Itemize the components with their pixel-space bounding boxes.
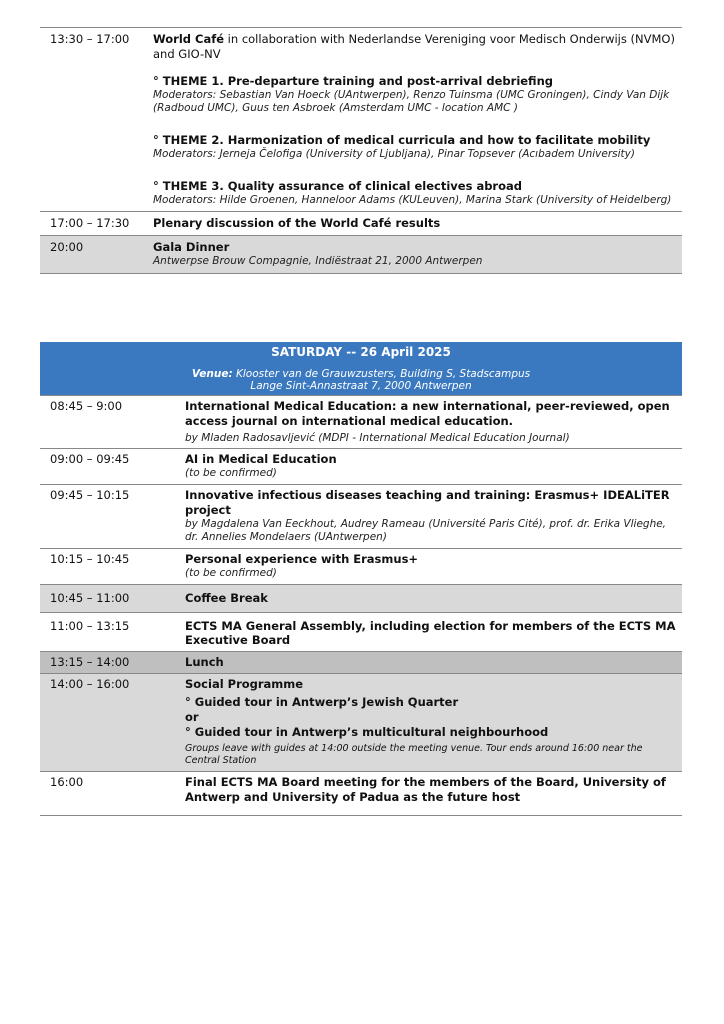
- row-time: 11:00 – 13:15: [40, 612, 185, 652]
- row-subtitle: (to be confirmed): [185, 467, 277, 480]
- world-cafe-heading: [153, 32, 678, 62]
- schedule-row: [40, 484, 682, 548]
- row-content: [185, 674, 682, 771]
- schedule-row: [40, 549, 682, 585]
- schedule-row: [40, 449, 682, 485]
- schedule-row: [40, 212, 682, 236]
- row-time: 08:45 – 9:00: [40, 395, 185, 449]
- row-title: Lunch: [185, 652, 682, 674]
- theme-title: ° THEME 1. Pre-departure training and post-arrival debriefing: [153, 73, 554, 88]
- day-title: SATURDAY -- 26 April 2025: [271, 345, 451, 359]
- theme-block: [153, 179, 678, 208]
- theme-moderators: Moderators: Sebastian Van Hoeck (UAntwerpen), Renzo Tuinsma (UMC Groningen), Cindy Van Dijk (Radboud UMC), Guus ten Asbroek (Amsterdam UMC - location AMC ): [153, 88, 670, 115]
- theme-block: [153, 74, 678, 116]
- row-title: Social Programme: [185, 677, 304, 692]
- schedule-row: [40, 652, 682, 674]
- row-title: World Café: [153, 32, 225, 46]
- row-content: [185, 449, 682, 485]
- row-subtitle: by Magdalena Van Eeckhout, Audrey Rameau (Université Paris Cité), prof. dr. Erika Vlieghe, dr. Annelies Mondelaers (UAntwerpen): [185, 517, 667, 544]
- row-content: [153, 28, 682, 212]
- row-time: 13:15 – 14:00: [40, 652, 185, 674]
- row-time: 16:00: [40, 771, 185, 815]
- theme-title: ° THEME 2. Harmonization of medical curricula and how to facilitate mobility: [153, 133, 651, 148]
- or-label: or: [185, 710, 199, 725]
- row-title: International Medical Education: a new international, peer-reviewed, open access journal on international medical education.: [185, 398, 670, 428]
- row-content: [153, 236, 682, 274]
- row-time: 10:15 – 10:45: [40, 549, 185, 585]
- day-header-cell: [40, 342, 682, 395]
- row-time: 20:00: [40, 236, 153, 274]
- venue-info: [40, 368, 682, 393]
- row-time: 09:00 – 09:45: [40, 449, 185, 485]
- row-title-rest: in collaboration with Nederlandse Vereniging voor Medisch Onderwijs (NVMO) and GIO-NV: [153, 32, 675, 61]
- schedule-row: [40, 612, 682, 652]
- friday-schedule-table: [40, 27, 682, 274]
- row-subtitle: by Mladen Radosavljević (MDPI - International Medical Education Journal): [185, 431, 570, 444]
- schedule-row: [40, 395, 682, 449]
- venue-line1: Klooster van de Grauwzusters, Building S, Stadscampus: [232, 367, 531, 380]
- day-header: [40, 342, 682, 395]
- saturday-schedule-table: [40, 342, 682, 816]
- venue-label: Venue:: [191, 367, 233, 380]
- row-title: Final ECTS MA Board meeting for the members of the Board, University of Antwerp and University of Padua as the future host: [185, 771, 682, 815]
- row-time: 14:00 – 16:00: [40, 674, 185, 771]
- row-title: Plenary discussion of the World Café results: [153, 212, 682, 236]
- row-subtitle: (to be confirmed): [185, 566, 277, 579]
- row-content: [185, 549, 682, 585]
- schedule-row: [40, 236, 682, 274]
- row-title: Coffee Break: [185, 584, 682, 612]
- tour-note: Groups leave with guides at 14:00 outside the meeting venue. Tour ends around 16:00 near the Central Station: [185, 743, 643, 767]
- row-content: [185, 395, 682, 449]
- schedule-row: [40, 771, 682, 815]
- row-time: 10:45 – 11:00: [40, 584, 185, 612]
- schedule-row: [40, 584, 682, 612]
- tour-option: ° Guided tour in Antwerp’s Jewish Quarter: [185, 695, 459, 710]
- row-title: Gala Dinner: [153, 240, 230, 255]
- venue-line2: Lange Sint-Annastraat 7, 2000 Antwerpen: [250, 380, 472, 393]
- row-title: AI in Medical Education: [185, 452, 337, 467]
- schedule-row: [40, 28, 682, 212]
- row-subtitle: Antwerpse Brouw Compagnie, Indiëstraat 21, 2000 Antwerpen: [153, 255, 483, 268]
- row-title: Personal experience with Erasmus+: [185, 552, 419, 567]
- theme-block: [153, 133, 678, 162]
- row-time: 09:45 – 10:15: [40, 484, 185, 548]
- schedule-row: [40, 674, 682, 771]
- theme-title: ° THEME 3. Quality assurance of clinical electives abroad: [153, 178, 522, 193]
- row-title: ECTS MA General Assembly, including election for members of the ECTS MA Executive Board: [185, 612, 682, 652]
- theme-moderators: Moderators: Hilde Groenen, Hanneloor Adams (KULeuven), Marina Stark (University of Heidelberg): [153, 193, 672, 206]
- row-time: 17:00 – 17:30: [40, 212, 153, 236]
- tour-option: ° Guided tour in Antwerp’s multicultural neighbourhood: [185, 725, 549, 740]
- row-content: [185, 484, 682, 548]
- row-time: 13:30 – 17:00: [40, 28, 153, 212]
- theme-moderators: Moderators: Jerneja Čelofiga (University of Ljubljana), Pinar Topsever (Acıbadem University): [153, 148, 635, 161]
- row-title: Innovative infectious diseases teaching and training: Erasmus+ IDEALiTER project: [185, 487, 670, 517]
